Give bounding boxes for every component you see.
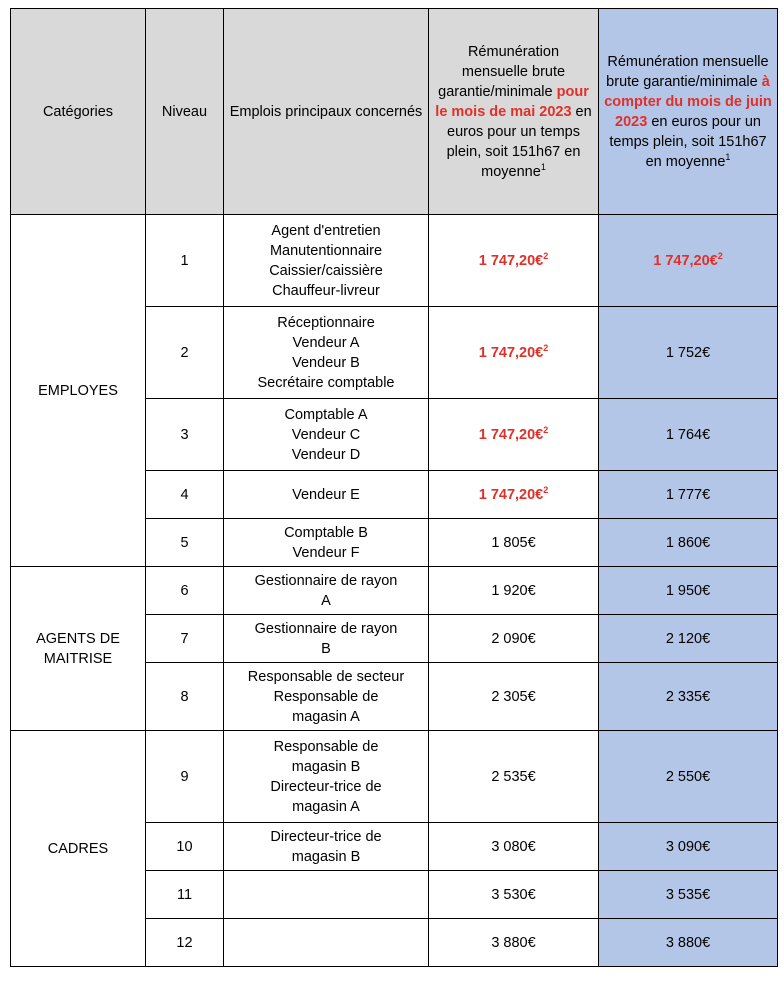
niveau-cell: 2 — [146, 307, 224, 399]
may-salary-value: 2 090€ — [491, 630, 536, 647]
job-line: magasin A — [292, 708, 360, 725]
job-line: Vendeur B — [292, 354, 360, 371]
jobs-cell — [224, 307, 429, 399]
job-line: Responsable de — [273, 688, 379, 705]
june-salary-value: 3 880€ — [665, 934, 711, 951]
job-line: Comptable A — [284, 406, 368, 423]
may-salary-cell — [429, 823, 599, 871]
job-line: Vendeur C — [291, 426, 361, 443]
job-line: magasin B — [291, 758, 361, 775]
jobs-cell — [224, 823, 429, 871]
table-body — [11, 215, 778, 967]
category-cell: CADRES — [11, 731, 146, 967]
may-salary-cell — [429, 871, 599, 919]
may-salary-value: 1 805€ — [491, 534, 536, 551]
header-may-post: en euros pour un temps plein, soit 151h67 en moyenne — [446, 103, 592, 180]
header-june-pre: Rémunération mensuelle brute garantie/minimale — [606, 53, 769, 90]
job-line: Réceptionnaire — [277, 314, 375, 331]
jobs-cell — [224, 871, 429, 919]
may-salary-value: 2 305€ — [491, 688, 536, 705]
june-salary-cell — [599, 215, 778, 307]
niveau-cell: 7 — [146, 615, 224, 663]
june-footnote: 2 — [717, 250, 723, 261]
category-cell: EMPLOYES — [11, 215, 146, 567]
niveau-cell: 11 — [146, 871, 224, 919]
june-salary-value: 2 550€ — [665, 768, 711, 785]
june-salary-cell — [599, 871, 778, 919]
may-salary-cell — [429, 919, 599, 967]
june-salary-value: 1 747,20€ — [653, 252, 718, 269]
june-salary-cell — [599, 823, 778, 871]
jobs-cell — [224, 471, 429, 519]
jobs-cell — [224, 663, 429, 731]
may-salary-value: 1 747,20€ — [478, 344, 544, 361]
table-row — [11, 731, 778, 823]
header-emplois: Emplois principaux concernés — [224, 9, 429, 215]
header-may-period: pour le mois de mai 2023 — [435, 83, 589, 120]
may-salary-value: 3 080€ — [491, 838, 536, 855]
may-salary-cell — [429, 471, 599, 519]
june-salary-cell — [599, 663, 778, 731]
may-salary-cell — [429, 567, 599, 615]
job-line: Vendeur F — [292, 544, 360, 561]
may-salary-value: 2 535€ — [491, 768, 536, 785]
may-footnote: 2 — [543, 342, 549, 353]
june-salary-value: 2 120€ — [665, 630, 711, 647]
may-salary-value: 1 747,20€ — [478, 486, 544, 503]
may-salary-cell — [429, 215, 599, 307]
salary-grid-table — [10, 8, 778, 967]
june-salary-cell — [599, 399, 778, 471]
may-salary-cell — [429, 615, 599, 663]
header-may-salary — [429, 9, 599, 215]
june-salary-value: 3 090€ — [665, 838, 711, 855]
may-salary-cell — [429, 399, 599, 471]
header-june-salary — [599, 9, 778, 215]
jobs-cell — [224, 615, 429, 663]
job-line: Manutentionnaire — [269, 242, 383, 259]
header-categories: Catégories — [11, 9, 146, 215]
june-salary-value: 1 764€ — [665, 426, 711, 443]
job-line: A — [321, 592, 331, 609]
may-salary-cell — [429, 519, 599, 567]
june-salary-value: 3 535€ — [665, 886, 711, 903]
june-salary-cell — [599, 731, 778, 823]
job-line: Responsable de — [273, 738, 379, 755]
may-salary-value: 3 530€ — [491, 886, 536, 903]
june-salary-value: 1 950€ — [665, 582, 711, 599]
header-row — [11, 9, 778, 215]
may-salary-value: 1 920€ — [491, 582, 536, 599]
may-salary-cell — [429, 307, 599, 399]
job-line: Vendeur E — [292, 486, 360, 503]
job-line: Caissier/caissière — [269, 262, 383, 279]
niveau-cell: 9 — [146, 731, 224, 823]
may-footnote: 2 — [543, 424, 549, 435]
job-line: Comptable B — [284, 524, 368, 541]
niveau-cell: 3 — [146, 399, 224, 471]
niveau-cell: 5 — [146, 519, 224, 567]
may-salary-value: 1 747,20€ — [478, 252, 544, 269]
job-line: magasin B — [291, 848, 361, 865]
niveau-cell: 6 — [146, 567, 224, 615]
niveau-cell: 8 — [146, 663, 224, 731]
header-niveau: Niveau — [146, 9, 224, 215]
may-salary-value: 3 880€ — [491, 934, 536, 951]
jobs-cell — [224, 215, 429, 307]
job-line: Directeur-trice de — [270, 778, 382, 795]
job-line: Vendeur A — [292, 334, 360, 351]
june-salary-value: 1 860€ — [665, 534, 711, 551]
job-line: Responsable de secteur — [247, 668, 405, 685]
jobs-cell — [224, 567, 429, 615]
job-line: Secrétaire comptable — [257, 374, 395, 391]
june-salary-value: 1 752€ — [665, 344, 711, 361]
jobs-cell — [224, 399, 429, 471]
header-june-post: en euros pour un temps plein, soit 151h67 en moyenne — [609, 113, 767, 170]
may-footnote: 2 — [543, 484, 549, 495]
june-salary-cell — [599, 307, 778, 399]
jobs-cell — [224, 519, 429, 567]
may-salary-cell — [429, 731, 599, 823]
header-may-footnote: 1 — [540, 161, 546, 172]
job-line: Vendeur D — [291, 446, 361, 463]
header-june-period: à compter du mois de juin 2023 — [604, 73, 772, 130]
table-row — [11, 567, 778, 615]
niveau-cell: 4 — [146, 471, 224, 519]
niveau-cell: 10 — [146, 823, 224, 871]
june-salary-cell — [599, 471, 778, 519]
table-row — [11, 215, 778, 307]
june-salary-cell — [599, 615, 778, 663]
may-salary-value: 1 747,20€ — [478, 426, 544, 443]
june-salary-cell — [599, 919, 778, 967]
job-line: Gestionnaire de rayon — [254, 572, 398, 589]
niveau-cell: 12 — [146, 919, 224, 967]
may-salary-cell — [429, 663, 599, 731]
job-line: B — [321, 640, 331, 657]
june-salary-cell — [599, 567, 778, 615]
job-line: magasin A — [292, 798, 360, 815]
jobs-cell — [224, 731, 429, 823]
may-footnote: 2 — [543, 250, 549, 261]
header-june-footnote: 1 — [725, 151, 731, 162]
niveau-cell: 1 — [146, 215, 224, 307]
jobs-cell — [224, 919, 429, 967]
june-salary-cell — [599, 519, 778, 567]
header-may-pre: Rémunération mensuelle brute garantie/minimale — [438, 43, 566, 100]
job-line: Directeur-trice de — [270, 828, 382, 845]
job-line: Gestionnaire de rayon — [254, 620, 398, 637]
job-line: Agent d'entretien — [271, 222, 381, 239]
june-salary-value: 1 777€ — [665, 486, 711, 503]
category-cell: AGENTS DE MAITRISE — [11, 567, 146, 731]
june-salary-value: 2 335€ — [665, 688, 711, 705]
job-line: Chauffeur-livreur — [272, 282, 380, 299]
